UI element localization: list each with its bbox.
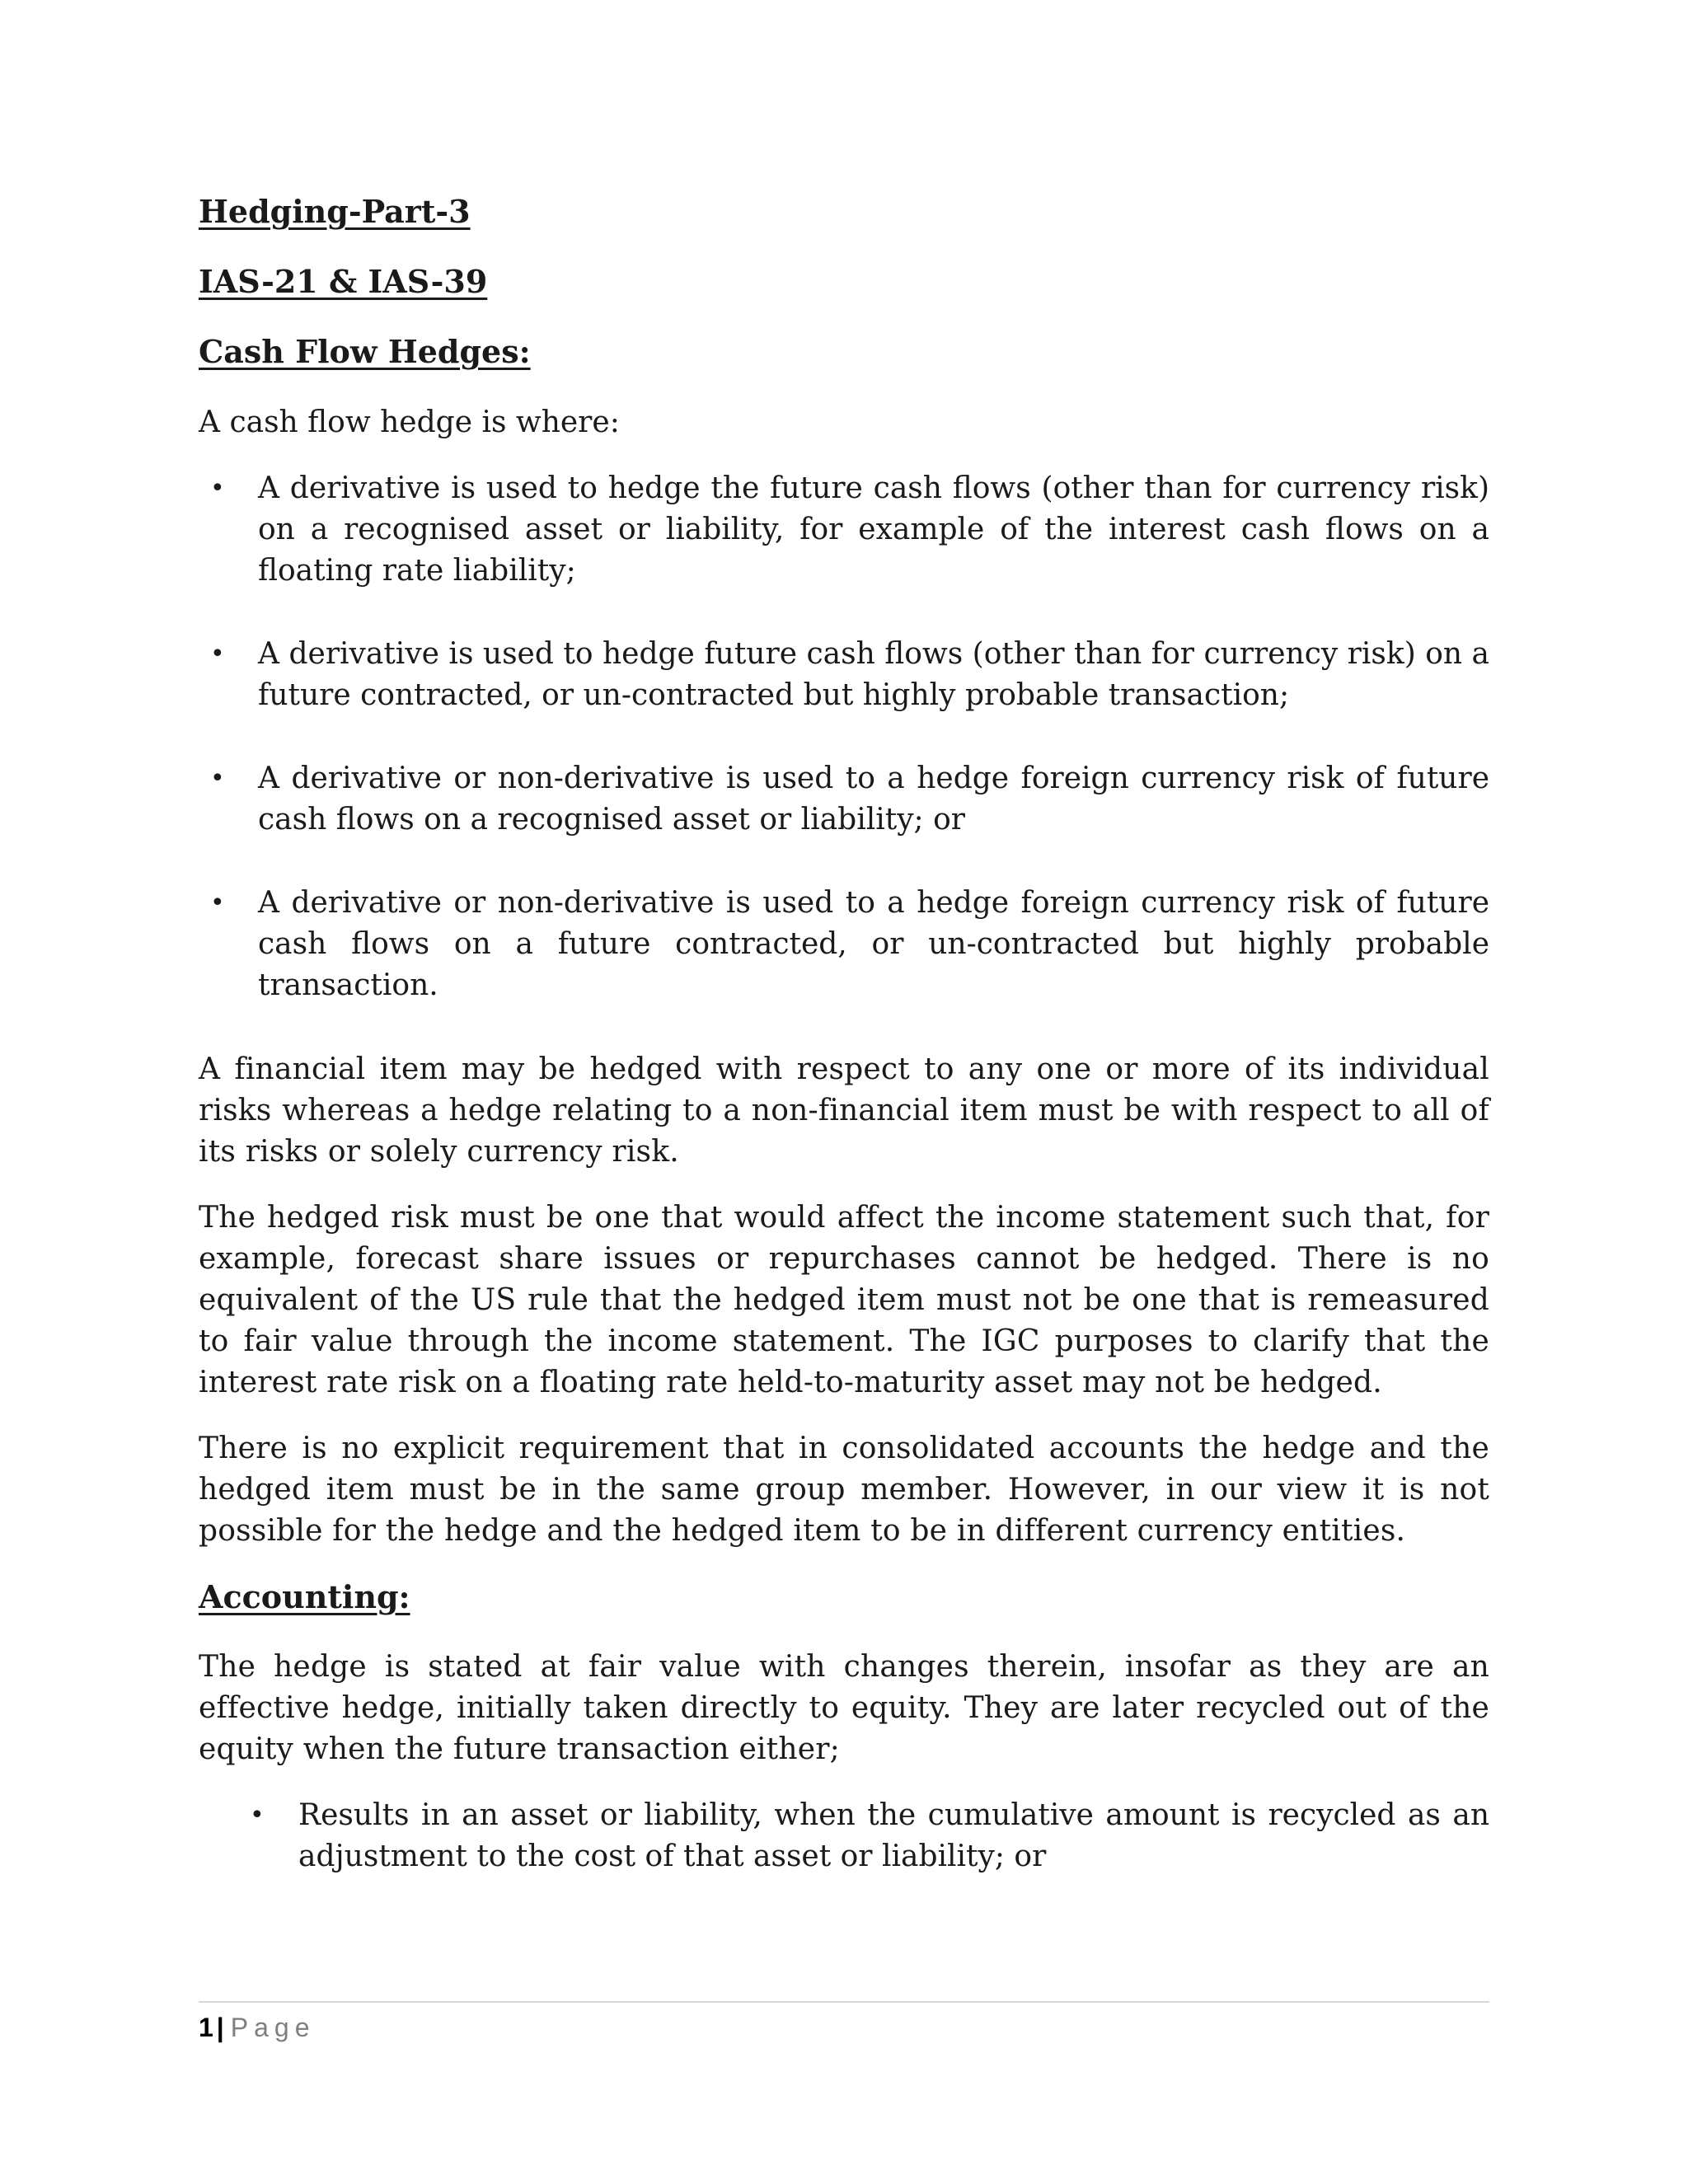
list-item-text: Results in an asset or liability, when the cumulative amount is recycled as an adjustment to the cost of that asset or liability; or (298, 1798, 1489, 1873)
bullet-icon: • (210, 640, 225, 668)
bullet-icon: • (250, 1801, 265, 1830)
list-item (199, 1795, 1489, 1877)
page-number: 1 (199, 2013, 213, 2042)
section-heading-cash-flow-hedges: Cash Flow Hedges: (199, 333, 531, 370)
paragraph-accounting: The hedge is stated at fair value with changes therein, insofar as they are an effective hedge, initially taken directly to equity. They are later recycled out of the equity when the future transaction either; (199, 1650, 1489, 1766)
list-item-text: A derivative is used to hedge future cash flows (other than for currency risk) on a future contracted, or un-contracted but highly probable transaction; (258, 637, 1489, 712)
intro-text: A cash flow hedge is where: (199, 405, 620, 439)
footer-separator: | (216, 2013, 224, 2042)
document-page (199, 191, 1489, 1920)
accounting-list (199, 1795, 1489, 1877)
paragraph-hedged-risk: The hedged risk must be one that would affect the income statement such that, for example, forecast share issues or repurchases cannot be hedged. There is no equivalent of the US rule that the hedged item must not be one that is remeasured to fair value through the income statement. The IGC purposes to clarify that the interest rate risk on a floating rate held-to-maturity asset may not be hedged. (199, 1201, 1489, 1399)
list-item (199, 634, 1489, 716)
list-item (199, 883, 1489, 1006)
list-item (199, 468, 1489, 592)
page-label: Page (230, 2013, 316, 2042)
paragraph-consolidated-accounts: There is no explicit requirement that in consolidated accounts the hedge and the hedged item must be in the same group member. However, in our view it is not possible for the hedge and the hedged item to be in different currency entities. (199, 1432, 1489, 1548)
bullet-icon: • (210, 888, 225, 917)
list-item (199, 758, 1489, 841)
list-item-text: A derivative or non-derivative is used to a hedge foreign currency risk of future cash flows on a future contracted, or un-contracted but highly probable transaction. (258, 886, 1489, 1002)
document-subtitle: IAS-21 & IAS-39 (199, 263, 488, 300)
bullet-icon: • (210, 474, 225, 503)
page-footer (199, 2001, 1489, 2046)
list-item-text: A derivative or non-derivative is used to a hedge foreign currency risk of future cash flows on a recognised asset or liability; or (258, 762, 1489, 837)
bullet-icon: • (210, 764, 225, 793)
list-item-text: A derivative is used to hedge the future cash flows (other than for currency risk) on a recognised asset or liability, for example of the interest cash flows on a floating rate liability; (258, 471, 1489, 588)
section-heading-accounting: Accounting: (199, 1578, 410, 1615)
document-title: Hedging-Part-3 (199, 193, 471, 230)
cash-flow-hedge-list (199, 468, 1489, 1006)
paragraph-financial-item: A financial item may be hedged with respect to any one or more of its individual risks whereas a hedge relating to a non-financial item must be with respect to all of its risks or solely currency risk. (199, 1052, 1489, 1169)
